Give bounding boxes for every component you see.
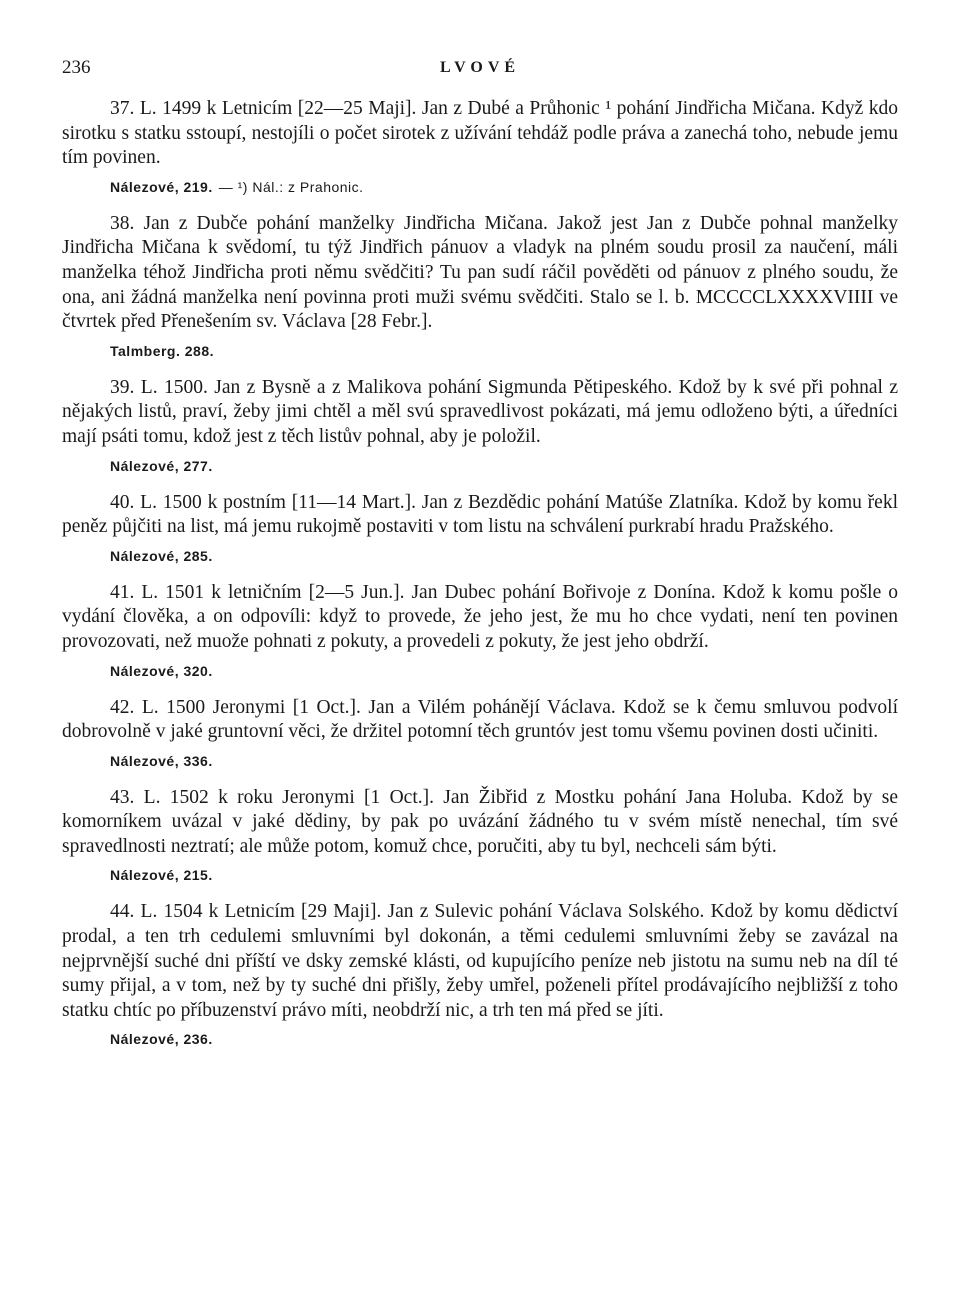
entry-source xyxy=(110,1031,898,1047)
entry-39 xyxy=(62,376,898,474)
entry-42 xyxy=(62,696,898,769)
document-page xyxy=(62,55,898,1064)
entry-text: 44. L. 1504 k Letnicím [29 Maji]. Jan z Sulevic pohání Václava Solského. Kdož by komu dědictví prodal, a ten trh cedulemi smluvními byl dokonán, a těmi cedulemi smluvními žeby se zavázal na nejprvnější suché dni příští ve dsky zemské klásti, od kupujícího peníze neb jistotu na sumu neb na díl té sumy přijal, a v tom, než by ty suché dni přišly, žeby umřel, poženeli přítel prodávajícího nejbližší z toho statku chtíc po příbuzenství právo míti, neobdrží nic, a trh ten má před se jíti. xyxy=(62,901,898,1021)
entry-38 xyxy=(62,212,898,359)
entry-text: 43. L. 1502 k roku Jeronymi [1 Oct.]. Jan Žibřid z Mostku pohání Jana Holuba. Kdož by se komorníkem uvázal v jaké dědiny, by pak po uvázání žádného tu v svém místě nenechal, tím své spravedlnosti neztratí; ale může potom, komuž chce, poručiti, aby tu byl, nechceli sám býti. xyxy=(62,786,898,857)
source-citation: Nálezové, 219. xyxy=(110,178,213,195)
entry-source xyxy=(110,458,898,474)
entry-43 xyxy=(62,786,898,884)
entry-text: 40. L. 1500 k postním [11—14 Mart.]. Jan z Bezdědic pohání Matúše Zlatníka. Kdož by komu řekl peněz půjčiti na list, má jemu rukojmě postaviti v tom listu na schválení purkrabí hradu Pražského. xyxy=(62,491,898,538)
source-citation: Nálezové, 320. xyxy=(110,662,213,679)
running-title: LVOVÉ xyxy=(439,59,521,76)
source-citation: Nálezové, 236. xyxy=(110,1031,213,1048)
entry-text: 41. L. 1501 k letničním [2—5 Jun.]. Jan Dubec pohání Bořivoje z Donína. Kdož k komu pošle o vydání člověka, a on odpovíli: když to provede, že jeho jest, že mu ho chce vydati, není ten povinen provozovati, než muože pohnati z pokuty, a provedeli z pokuty, že jest jeho obdrží. xyxy=(62,581,898,652)
source-citation: Nálezové, 285. xyxy=(110,547,213,564)
entry-source xyxy=(110,663,898,679)
entry-40 xyxy=(62,491,898,564)
footnote: — ¹) Nál.: z Prahonic. xyxy=(218,178,364,195)
entry-source xyxy=(110,867,898,883)
entry-text: 42. L. 1500 Jeronymi [1 Oct.]. Jan a Vilém pohánějí Václava. Kdož se k čemu smluvou podvolí dobrovolně v jaké gruntovní věci, že držitel potomní těch gruntóv jest tomu všemu povinen dosti učiniti. xyxy=(62,696,898,743)
source-citation: Talmberg. 288. xyxy=(110,342,215,359)
entry-source xyxy=(110,179,898,195)
source-citation: Nálezové, 336. xyxy=(110,752,213,769)
entry-source xyxy=(110,753,898,769)
page-number: 236 xyxy=(62,57,91,78)
entry-41 xyxy=(62,581,898,679)
entry-text: 38. Jan z Dubče pohání manželky Jindřicha Mičana. Jakož jest Jan z Dubče pohnal manželky Jindřicha Mičana k svědomí, tu týž Jindřich pánuov a vladyk na plném soudu prosil za naučení, máli manželka téhož Jindřicha proti němu svědčiti? Tu pan sudí ráčil pověděti od pánuov z plného soudu, že ona, ani žádná manželka není povinna proti muži svému svědčiti. Stalo se l. b. MCCCCLXXXXVIIII ve čtvrtek před Přenešením sv. Václava [28 Febr.]. xyxy=(62,212,898,333)
page-header xyxy=(62,55,898,85)
entry-44 xyxy=(62,900,898,1047)
entry-source xyxy=(110,548,898,564)
source-citation: Nálezové, 277. xyxy=(110,457,213,474)
source-citation: Nálezové, 215. xyxy=(110,867,213,884)
entry-text: 39. L. 1500. Jan z Bysně a z Malikova pohání Sigmunda Pětipeského. Kdož by k své při pohnal z nějakých listů, praví, žeby jimi chtěl a měl svú spravedlivost pokázati, má jemu odloženo býti, a úředníci mají psáti tomu, kdož jest z těch listův pohnal, aby je položil. xyxy=(62,376,898,447)
entry-text: 37. L. 1499 k Letnicím [22—25 Maji]. Jan z Dubé a Průhonic ¹ pohání Jindřicha Mičana. Když kdo sirotku s statku sstoupí, nestojíli o počet sirotek z užívání tehdáž podle práva a zanechá toho, nebude jemu tím povinen. xyxy=(62,98,898,169)
entry-source xyxy=(110,343,898,359)
entry-37 xyxy=(62,97,898,195)
